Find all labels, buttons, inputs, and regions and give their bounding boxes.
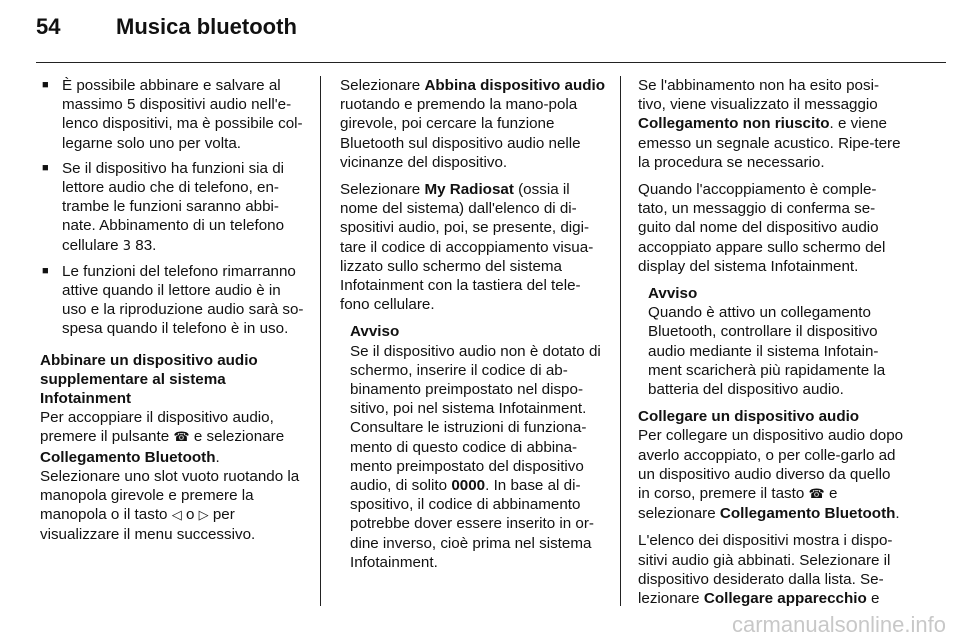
- bullet-item: [40, 76, 304, 153]
- note-box: Avviso Se il dispositivo audio non è dotato di schermo, inserire il codice di ab-binamento preimpostato nel dispo-sitivo, poi nel sistema Infotainment. Consultare le istruzioni di funziona-mento di questo codice di abbina-mento preimpostato del dispositivo audio, di solito 0000. In base al di-spositivo, il codice di abbinamento potrebbe dover essere inserito in or-dine inverso, cioè prima nel sistema Infotainment.: [340, 322, 606, 572]
- paragraph: Quando l'accoppiamento è comple-tato, un messaggio di conferma se-guito dal nome del dispositivo audio accoppiato appare sullo schermo del display del sistema Infotainment.: [638, 181, 886, 275]
- message-term: Collegamento non riuscito: [638, 115, 830, 133]
- phone-icon: ☎: [808, 487, 825, 503]
- page-header: [36, 14, 297, 50]
- paragraph: Selezionare Abbina dispositivo audio ruotando e premendo la mano-pola girevole, poi cercare la funzione Bluetooth sul dispositivo audio nelle vicinanze del dispositivo.: [340, 77, 606, 171]
- column-divider: [620, 76, 621, 606]
- right-arrow-icon: ▷: [198, 508, 209, 524]
- bullet-text: Se il dispositivo ha funzioni sia di lettore audio che di telefono, en-trambe le funzioni saranno abbi-nate. Abbinamento di un telefono cellulare: [62, 159, 285, 254]
- section-heading: Abbinare un dispositivo audio supplementare al sistema Infotainment: [40, 351, 258, 408]
- menu-term: Collegamento Bluetooth: [719, 505, 896, 523]
- paragraph: L'elenco dei dispositivi mostra i dispo-sitivi audio già abbinati. Selezionare il dispositivo desiderato dalla lista. Se-lezionare Collegare apparecchio e: [638, 532, 893, 608]
- paragraph: Per accoppiare il dispositivo audio, premere il pulsante ☎ e selezionare Collegamento Bluetooth. Selezionare uno slot vuoto ruotando la manopola girevole e premere la manopola o il tasto ◁ o ▷ per visualizzare il menu successivo.: [40, 409, 300, 544]
- paragraph: Se l'abbinamento non ha esito posi-tivo, viene visualizzato il messaggio Collegamento non riuscito. e viene emesso un segnale acustico. Ripe-tere la procedura se necessario.: [638, 77, 901, 171]
- menu-term: Collegare apparecchio: [703, 590, 867, 608]
- phone-icon: ☎: [173, 430, 190, 446]
- left-arrow-icon: ◁: [171, 508, 182, 524]
- code-term: 0000: [451, 477, 486, 495]
- bullet-item: [40, 159, 304, 256]
- paragraph: Per collegare un dispositivo audio dopo averlo accoppiato, o per colle-garlo ad un dispositivo audio diverso da quello in corso, premere il tasto ☎ e selezionare Collegamento Bluetooth.: [638, 427, 904, 523]
- note-title: Avviso: [648, 285, 698, 303]
- note-title: Avviso: [350, 323, 400, 341]
- menu-term: My Radiosat: [424, 181, 514, 199]
- column-3: [638, 76, 904, 616]
- chapter-title: Musica bluetooth: [116, 14, 297, 39]
- paragraph: Selezionare My Radiosat (ossia il nome del sistema) dall'elenco di di-spositivi audio, poi, se presente, digi-tare il codice di accoppiamento visua-lizzato sullo schermo del sistema Infotainment con la tastiera del tele-fono cellulare.: [340, 181, 594, 314]
- bullet-item: [40, 262, 304, 339]
- watermark: carmanualsonline.info: [731, 612, 946, 637]
- bullet-text: È possibile abbinare e salvare al massimo 5 dispositivi audio nell'e-lenco dispositivi, ma è possibile col-legarne solo uno per volta.: [62, 77, 303, 152]
- column-divider: [320, 76, 321, 606]
- header-rule: [36, 62, 946, 63]
- section-heading: Collegare un dispositivo audio: [638, 408, 860, 426]
- page-number: 54: [36, 14, 61, 39]
- column-2: [340, 76, 606, 580]
- note-box: [638, 284, 904, 399]
- note-text: Quando è attivo un collegamento Bluetooth, controllare il dispositivo audio mediante il sistema Infotain-ment scaricherà più rapidamente la batteria del dispositivo audio.: [648, 304, 886, 399]
- page-ref-icon: 3: [122, 238, 132, 254]
- bullet-text: Le funzioni del telefono rimarranno attive quando il lettore audio è in uso e la riproduzione audio sarà so-spesa quando il telefono è in uso.: [62, 262, 304, 338]
- menu-term: Abbina dispositivo audio: [424, 77, 606, 94]
- column-1: [40, 76, 304, 553]
- menu-term: Collegamento Bluetooth: [40, 448, 216, 466]
- page-ref-number: 83.: [131, 236, 157, 254]
